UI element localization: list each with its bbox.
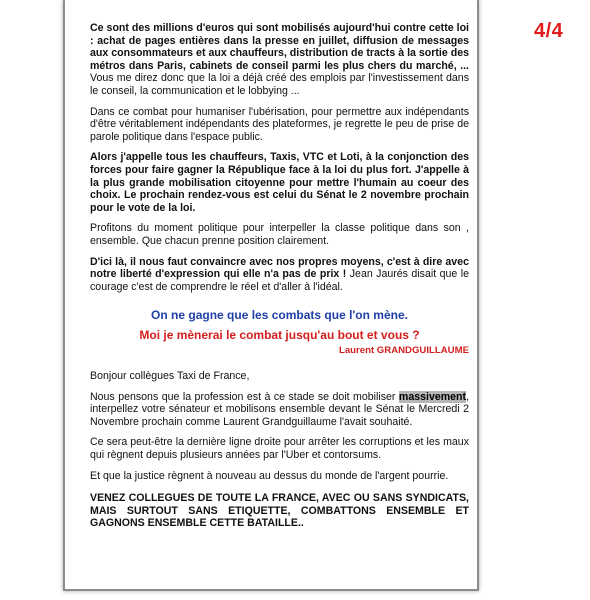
paragraph-1-rest: Vous me direz donc que la loi a déjà créé des emplois par l'investissement dans le conseil, la communication et le lobbying ... xyxy=(90,72,469,97)
paragraph-1-bold: Ce sont des millions d'euros qui sont mobilisés aujourd'hui contre cette loi : achat de pages entières dans la presse en juillet, diffusion de messages aux consommateurs et aux chauffeurs, distribution de tracts à la sortie des métros dans Paris, cabinets de conseil parmi les plus chers du marché, ... xyxy=(90,22,469,72)
highlighted-word: massivement xyxy=(398,390,467,403)
document-page xyxy=(63,0,479,591)
paragraph-5-bold: D'ici là, il nous faut convaincre avec nos propres moyens, c'est à dire avec notre liberté d'expression qui elle n'a pas de prix ! xyxy=(90,255,469,281)
paragraph-4: Profitons du moment politique pour interpeller la classe politique dans son , ensemble. Que chacun prenne position clairement. xyxy=(90,222,469,247)
paragraph-3: Alors j'appelle tous les chauffeurs, Taxis, VTC et Loti, à la conjonction des forces pour faire gagner la République face à la loi du plus fort. J'appelle à la plus grande mobilisation citoyenne pour mettre l'humain au coeur des choix. Le prochain rendez-vous est celui du Sénat le 2 novembre prochain pour le vote de la loi. xyxy=(90,151,469,214)
appendix-paragraph-4: VENEZ COLLEGUES DE TOUTE LA FRANCE, AVEC OU SANS SYNDICATS, MAIS SURTOUT SANS ETIQUETTE, COMBATTONS ENSEMBLE ET GAGNONS ENSEMBLE CETTE BATAILLE.. xyxy=(90,492,469,530)
quote-line-2: Moi je mènerai le combat jusqu'au bout et vous ? xyxy=(139,327,420,342)
appendix-paragraph-1-start: Nous pensons que la profession est à ce stade se doit mobiliser xyxy=(90,390,399,403)
appendix-paragraph-1 xyxy=(90,391,469,429)
appendix-paragraph-2: Ce sera peut-être la dernière ligne droite pour arrêter les corruptions et les maux qui règnent depuis plusieurs années par l'Uber et contorsums. xyxy=(90,436,469,462)
quote-line-1: On ne gagne que les combats que l'on mène. xyxy=(151,308,408,323)
paragraph-5-rest: Jean Jaurés disait que le courage c'est de comprendre le réel et d'aller à l'idéal. xyxy=(90,268,469,293)
page-number: 4/4 xyxy=(534,20,564,42)
paragraph-1 xyxy=(90,22,469,98)
appendix-paragraph-3: Et que la justice règnent à nouveau au dessus du monde de l'argent pourrie. xyxy=(90,469,449,482)
paragraph-5 xyxy=(90,256,469,294)
signature: Laurent GRANDGUILLAUME xyxy=(338,345,469,357)
document-body xyxy=(90,22,469,538)
greeting: Bonjour collègues Taxi de France, xyxy=(90,370,250,383)
appendix-paragraph-1-end: , interpellez votre sénateur et mobilisons ensemble devant le Sénat le Mercredi 2 Novembre prochain comme Laurent Grandguillaume l'avait souhaité. xyxy=(90,390,469,428)
paragraph-2: Dans ce combat pour humaniser l'ubérisation, pour permettre aux indépendants d'être véritablement indépendants des plateformes, je regrette le peu de prise de parole politique dans l'espace public. xyxy=(90,105,469,143)
